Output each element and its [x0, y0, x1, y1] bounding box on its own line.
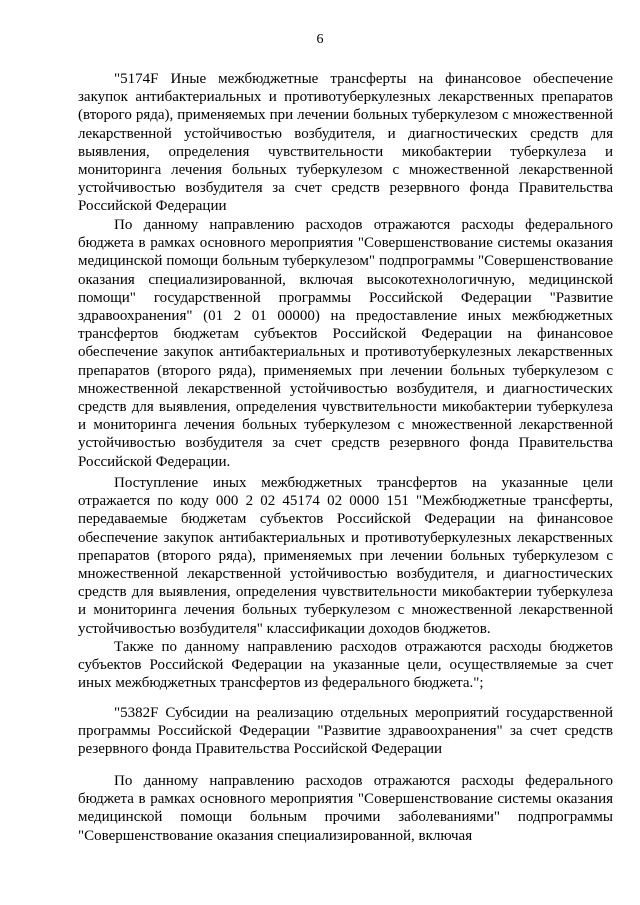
page-number: 6: [316, 32, 324, 47]
paragraph-5174f-also: Также по данному направлению расходов отражаются расходы бюджетов субъектов Российской Федерации на указанные цели, осуществляемые за счет иных межбюджетных трансфертов из федерального бюджета.";: [78, 639, 613, 692]
paragraph-5174f-heading: "5174F Иные межбюджетные трансферты на финансовое обеспечение закупок антибактериальных и противотуберкулезных лекарственных препаратов (второго ряда), применяемых при лечении больных туберкулезом с множественной лекарственной устойчивостью возбудителя, и диагностических средств для выявления, определения чувствительности микобактерии туберкулеза и мониторинга лечения больных туберкулезом с множественной лекарственной устойчивостью возбудителя за счет средств резервного фонда Правительства Российской Федерации: [78, 71, 613, 215]
paragraph-5382f-description: По данному направлению расходов отражаются расходы федерального бюджета в рамках основного мероприятия "Совершенствование системы оказания медицинской помощи больным прочими заболеваниями" подпрограммы "Совершенствование оказания специализированной, включая: [78, 773, 613, 844]
paragraph-5174f-revenue-code: Поступление иных межбюджетных трансфертов на указанные цели отражается по коду 000 2 02 45174 02 0000 151 "Межбюджетные трансферты, передаваемые бюджетам субъектов Российской Федерации на финансовое обеспечение закупок антибактериальных и противотуберкулезных лекарственных препаратов (второго ряда), применяемых при лечении больных туберкулезом с множественной лекарственной устойчивостью возбудителя, и диагностических средств для выявления, определения чувствительности микобактерии туберкулеза и мониторинга лечения больных туберкулезом с множественной лекарственной устойчивостью возбудителя" классификации доходов бюджетов.: [78, 475, 613, 637]
paragraph-5174f-description: По данному направлению расходов отражаются расходы федерального бюджета в рамках основного мероприятия "Совершенствование системы оказания медицинской помощи больным туберкулезом" подпрограммы "Совершенствование оказания специализированной, включая высокотехнологичную, медицинской помощи" государственной программы Российской Федерации "Развитие здравоохранения" (01 2 01 00000) на предоставление иных межбюджетных трансфертов бюджетам субъектов Российской Федерации на финансовое обеспечение закупок антибактериальных и противотуберкулезных лекарственных препаратов (второго ряда), применяемых при лечении больных туберкулезом с множественной лекарственной устойчивостью возбудителя, и диагностических средств для выявления, определения чувствительности микобактерии туберкулеза и мониторинга лечения больных туберкулезом с множественной лекарственной устойчивостью возбудителя за счет средств резервного фонда Правительства Российской Федерации.: [78, 217, 613, 470]
paragraph-5382f-heading: "5382F Субсидии на реализацию отдельных мероприятий государственной программы Российской Федерации "Развитие здравоохранения" за счет средств резервного фонда Правительства Российской Федерации: [78, 705, 613, 758]
